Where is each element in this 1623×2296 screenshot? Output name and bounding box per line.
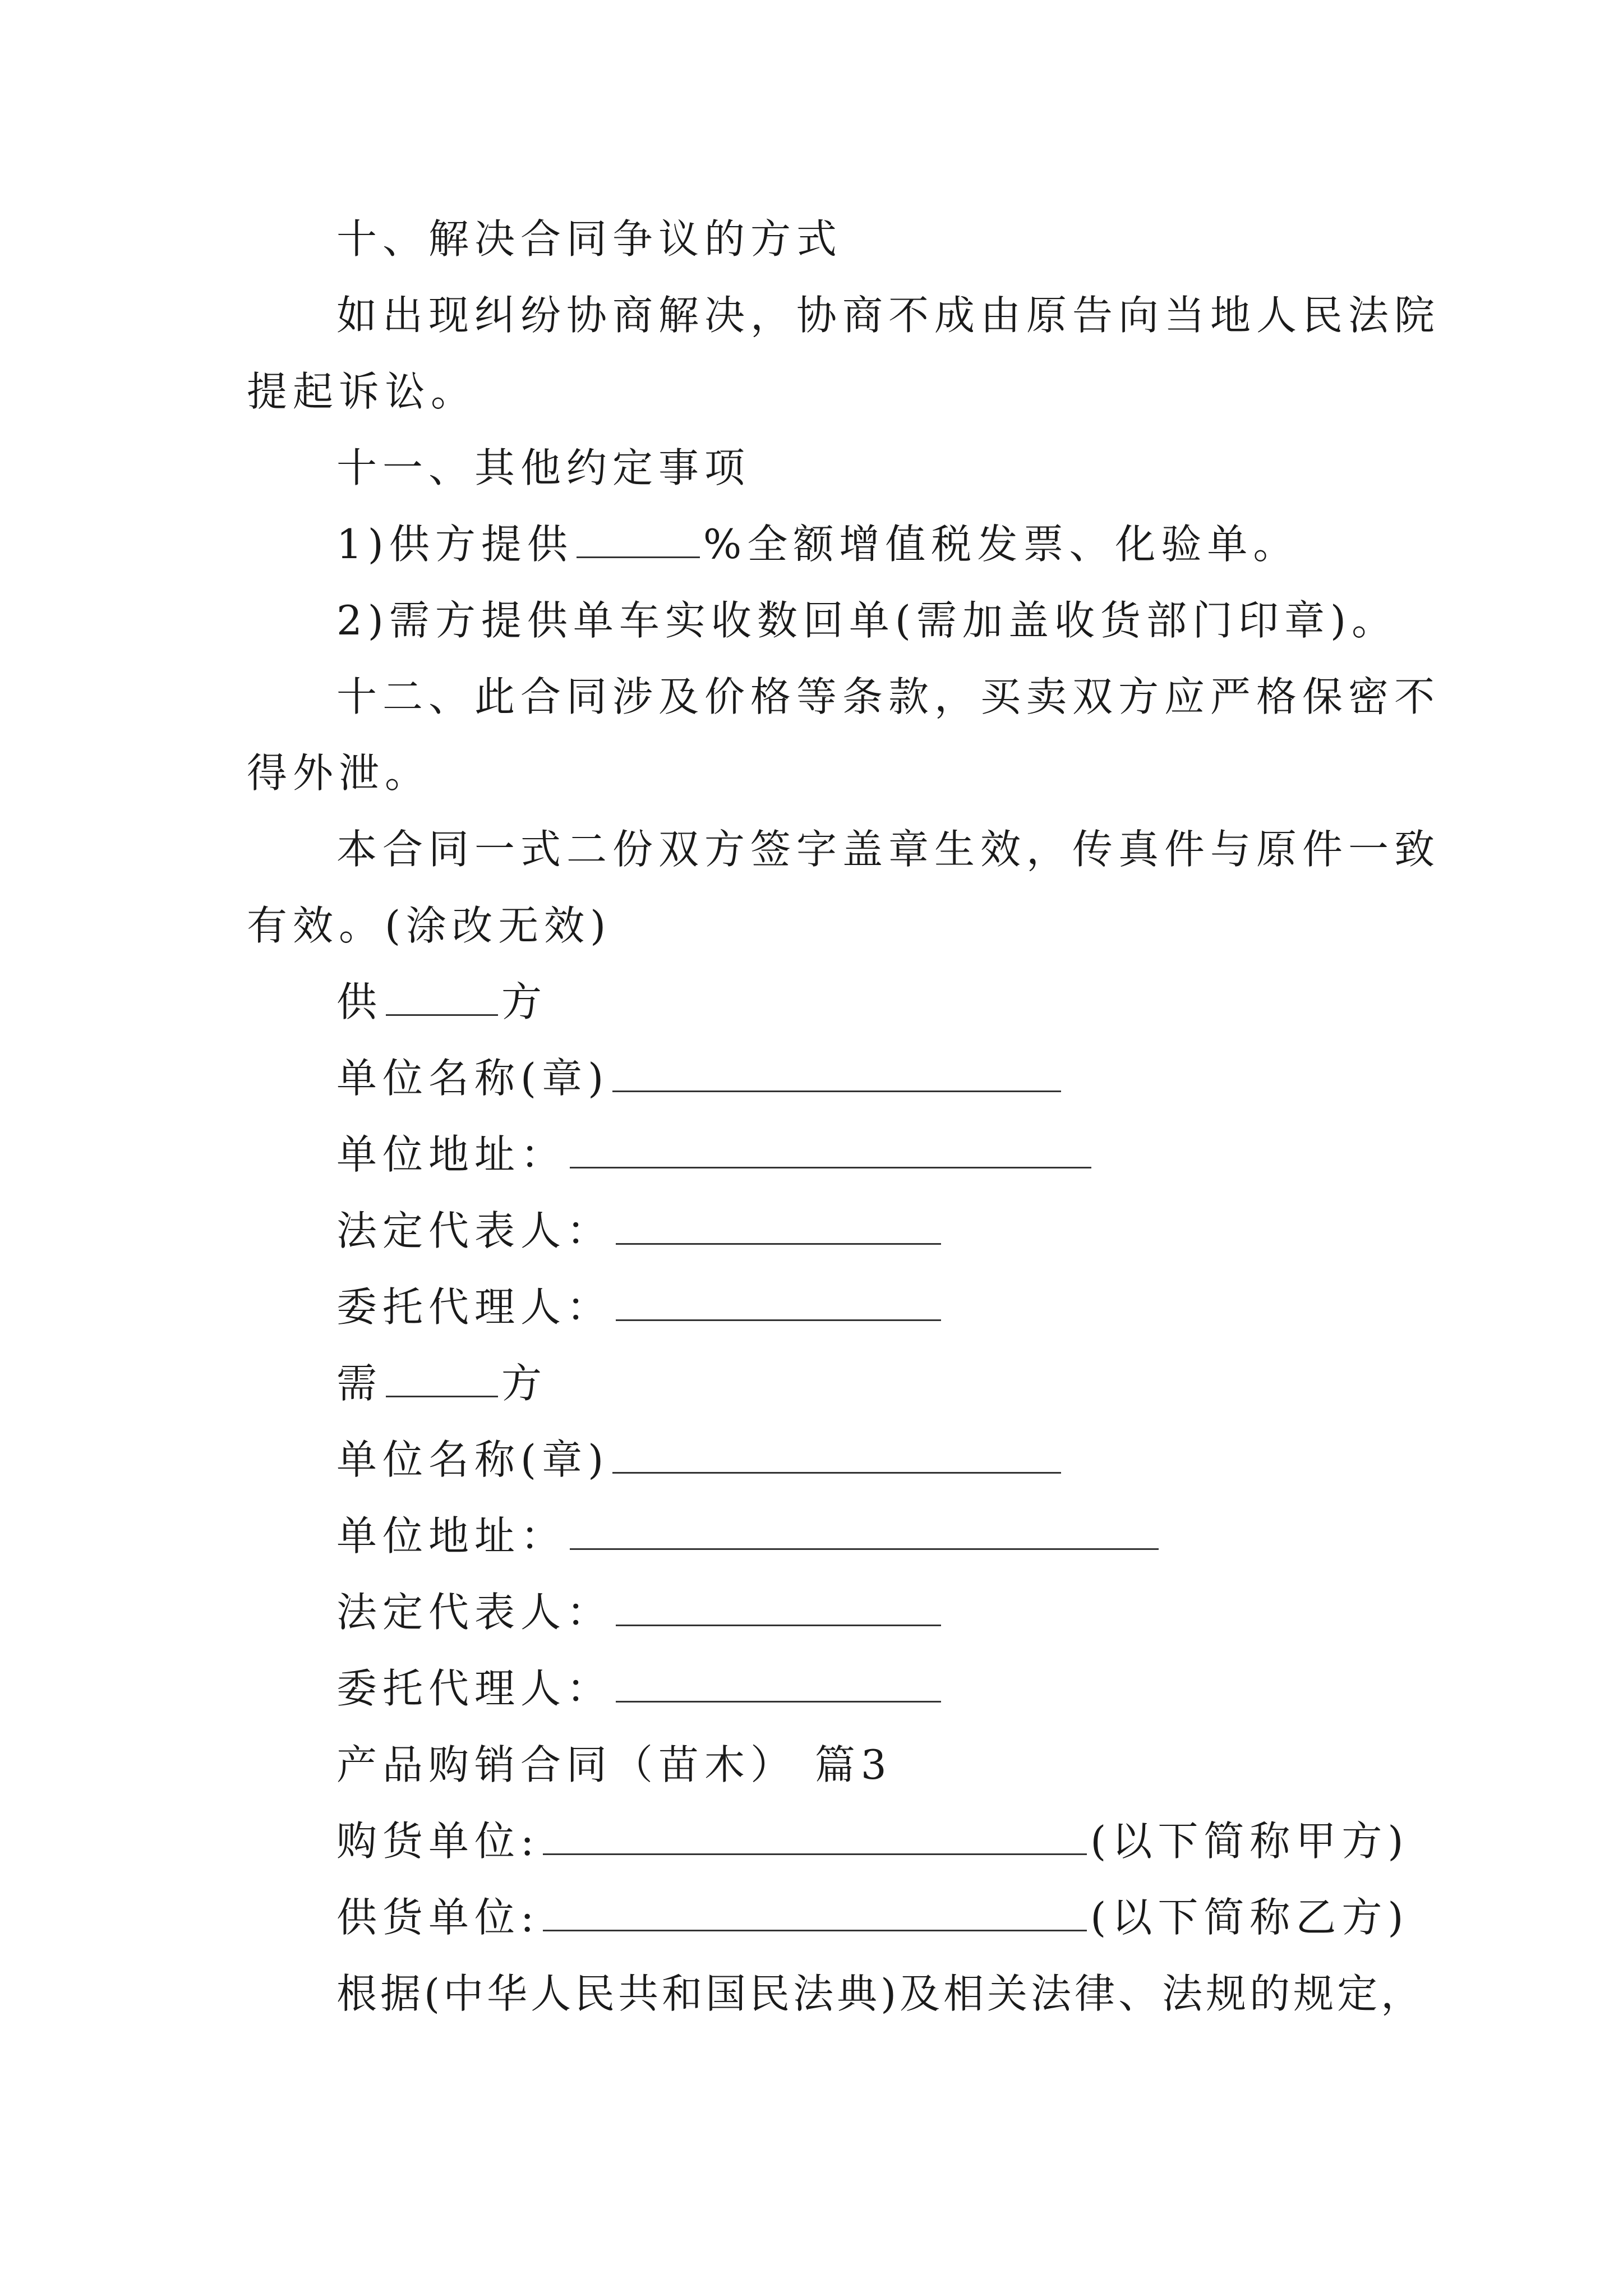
supplier-blank	[386, 975, 498, 1016]
supplier-legal-rep	[336, 1204, 944, 1258]
item-2: 2)需方提供单车实收数回单(需加盖收货部门印章)。	[336, 597, 1398, 644]
field-note: (以下简称乙方)	[1090, 1894, 1409, 1941]
section-11-heading: 十一、其他约定事项	[336, 444, 751, 491]
item-1-prefix: 1)供方提供	[336, 521, 573, 568]
buyer-unit-name	[336, 1433, 1064, 1487]
field-label: 委托代理人：	[336, 1665, 613, 1712]
paragraph-line: 提起诉讼。	[247, 368, 477, 415]
buyer-heading	[336, 1356, 547, 1410]
paragraph-line: 得外泄。	[247, 749, 431, 797]
section-10-heading: 十、解决合同争议的方式	[336, 215, 843, 263]
field-label: 购货单位:	[336, 1818, 540, 1865]
field-label: 单位名称(章)	[336, 1436, 610, 1483]
field-label: 单位地址：	[336, 1131, 567, 1178]
field-blank	[612, 1051, 1061, 1092]
supplier-unit-address	[336, 1128, 1095, 1181]
field-blank	[570, 1509, 1159, 1550]
supplier-unit-name	[336, 1051, 1064, 1105]
field-label: 委托代理人：	[336, 1283, 613, 1331]
field-blank	[570, 1128, 1091, 1168]
field-blank	[616, 1280, 941, 1321]
field-blank	[543, 1814, 1087, 1855]
field-note: (以下简称甲方)	[1090, 1818, 1409, 1865]
item-1	[336, 517, 1299, 571]
supplier-agent	[336, 1280, 944, 1334]
buyer-blank	[386, 1356, 498, 1397]
field-blank	[543, 1890, 1087, 1931]
percent-blank	[577, 517, 700, 558]
item-1-suffix: %全额增值税发票、化验单。	[703, 521, 1299, 568]
supplier-label-a: 供	[336, 978, 383, 1025]
field-label: 单位名称(章)	[336, 1055, 610, 1102]
field-label: 单位地址：	[336, 1512, 567, 1559]
paragraph-line: 根据(中华人民共和国民法典)及相关法律、法规的规定，	[336, 1970, 1425, 2017]
paragraph-line: 如出现纠纷协商解决，协商不成由原告向当地人民法院	[336, 292, 1441, 339]
field-blank	[616, 1585, 941, 1626]
contract-title-3: 产品购销合同（苗木） 篇3	[336, 1741, 892, 1788]
buyer-legal-rep	[336, 1585, 944, 1639]
provider-field	[336, 1890, 1409, 1944]
field-blank	[612, 1433, 1061, 1474]
buyer-agent	[336, 1662, 944, 1715]
field-label: 法定代表人：	[336, 1589, 613, 1636]
buyer-label-b: 方	[501, 1360, 548, 1407]
supplier-label-b: 方	[501, 978, 548, 1025]
field-blank	[616, 1204, 941, 1245]
field-blank	[616, 1662, 941, 1703]
buyer-unit-address	[336, 1509, 1162, 1563]
paragraph-line: 有效。(涂改无效)	[247, 902, 612, 949]
purchaser-field	[336, 1814, 1409, 1868]
field-label: 法定代表人：	[336, 1207, 613, 1254]
field-label: 供货单位:	[336, 1894, 540, 1941]
buyer-label-a: 需	[336, 1360, 383, 1407]
paragraph-line: 本合同一式二份双方签字盖章生效，传真件与原件一致	[336, 826, 1441, 873]
section-12-heading: 十二、此合同涉及价格等条款，买卖双方应严格保密不	[336, 673, 1441, 720]
supplier-heading	[336, 975, 547, 1029]
